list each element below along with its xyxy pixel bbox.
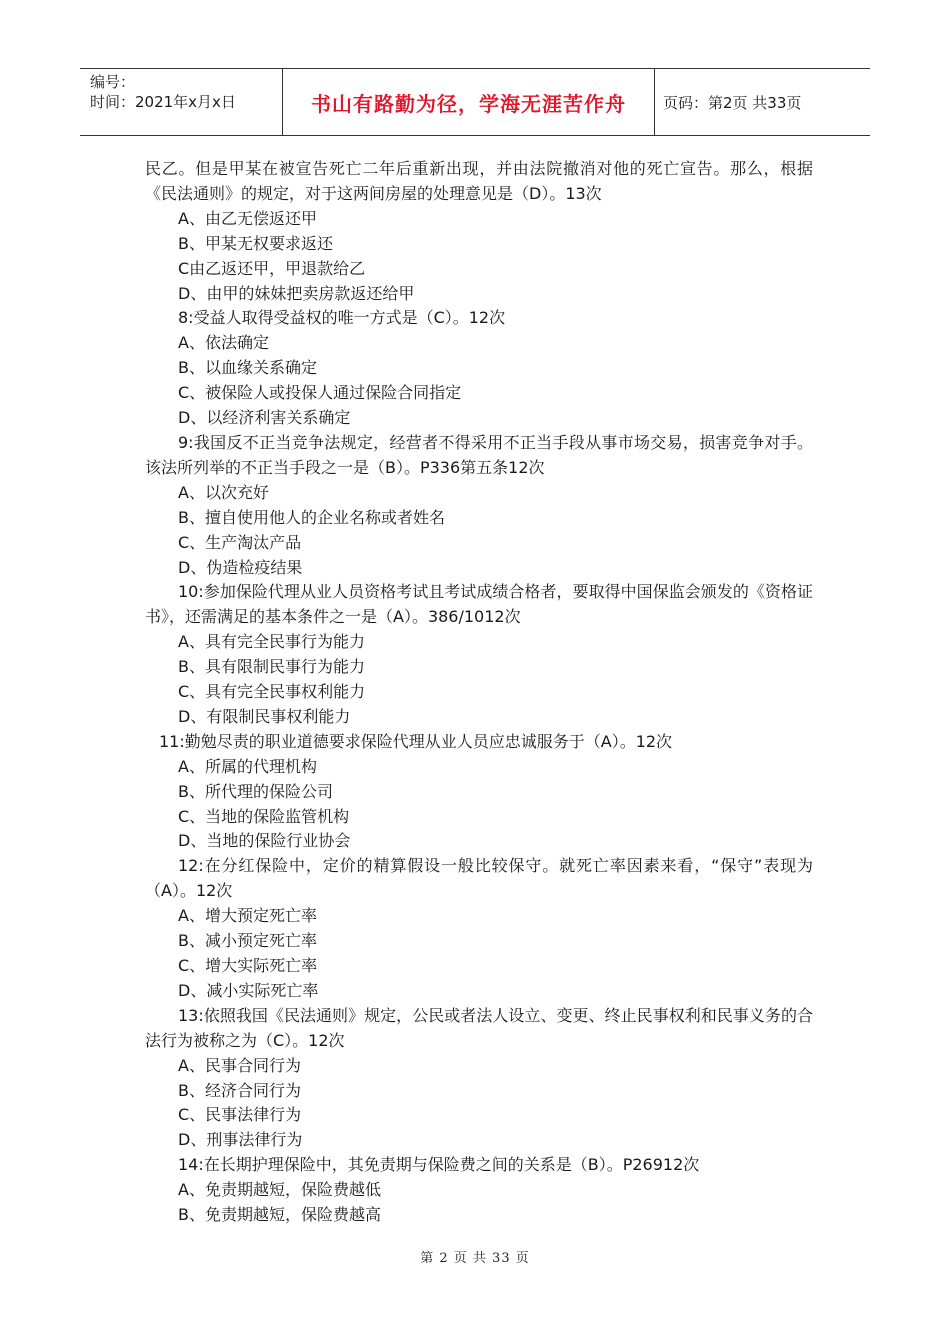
code-label: 编号： — [90, 73, 136, 91]
q7-option-b: B、甲某无权要求返还 — [178, 233, 333, 253]
q11-option-d: D、当地的保险行业协会 — [178, 831, 351, 851]
q7-option-a: A、由乙无偿返还甲 — [178, 208, 317, 228]
q10-option-a: A、具有完全民事行为能力 — [178, 632, 365, 652]
q8-option-b: B、以血缘关系确定 — [178, 358, 317, 378]
q8-option-c: C、被保险人或投保人通过保险合同指定 — [178, 383, 462, 403]
question-9: 9:我国反不正当竞争法规定，经营者不得采用不正当手段从事市场交易，损害竞争对手。该法所列举的不正当手段之一是（B）。P336第五条12次 — [145, 432, 813, 477]
q13-option-d: D、刑事法律行为 — [178, 1130, 303, 1150]
q7-option-c: C由乙返还甲，甲退款给乙 — [178, 258, 366, 278]
question-14: 14:在长期护理保险中，其免责期与保险费之间的关系是（B）。P26912次 — [178, 1155, 700, 1175]
q12-option-b: B、减小预定死亡率 — [178, 931, 317, 951]
q9-option-d: D、伪造检疫结果 — [178, 557, 303, 577]
document-header — [80, 68, 870, 136]
q13-option-c: C、民事法律行为 — [178, 1105, 302, 1125]
q13-option-b: B、经济合同行为 — [178, 1080, 301, 1100]
q10-option-b: B、具有限制民事行为能力 — [178, 657, 365, 677]
document-body — [145, 157, 813, 1228]
q14-option-a: A、免责期越短，保险费越低 — [178, 1180, 381, 1200]
q11-option-a: A、所属的代理机构 — [178, 756, 317, 776]
q8-option-a: A、依法确定 — [178, 333, 269, 353]
page-footer: 第 2 页 共 33 页 — [420, 1251, 530, 1266]
question-8: 8:受益人取得受益权的唯一方式是（C）。12次 — [178, 308, 506, 328]
header-page-label: 页码：第2页 共33页 — [663, 93, 802, 112]
header-motto: 书山有路勤为径，学海无涯苦作舟 — [283, 69, 655, 135]
question-12: 12:在分红保险中，定价的精算假设一般比较保守。就死亡率因素来看，“保守”表现为（A）。12次 — [145, 856, 813, 901]
q7-option-d: D、由甲的妹妹把卖房款返还给甲 — [178, 283, 415, 303]
q8-option-d: D、以经济利害关系确定 — [178, 408, 351, 428]
question-13: 13:依照我国《民法通则》规定，公民或者法人设立、变更、终止民事权利和民事义务的合法行为被称之为（C）。12次 — [145, 1005, 813, 1050]
question-10: 10:参加保险代理从业人员资格考试且考试成绩合格者，要取得中国保监会颁发的《资格证书》，还需满足的基本条件之一是（A）。386/1012次 — [145, 582, 813, 627]
q12-option-c: C、增大实际死亡率 — [178, 956, 318, 975]
q11-option-c: C、当地的保险监管机构 — [178, 806, 350, 826]
question-11: 11:勤勉尽责的职业道德要求保险代理从业人员应忠诚服务于（A）。12次 — [159, 731, 673, 751]
q9-option-c: C、生产淘汰产品 — [178, 532, 302, 552]
q11-option-b: B、所代理的保险公司 — [178, 781, 333, 801]
question-7-continued: 民乙。但是甲某在被宣告死亡二年后重新出现，并由法院撤消对他的死亡宣告。那么，根据《民法通则》的规定，对于这两间房屋的处理意见是（D）。13次 — [145, 159, 813, 203]
time-label: 时间：2021年x月x日 — [90, 93, 236, 111]
q9-option-a: A、以次充好 — [178, 482, 269, 502]
q13-option-a: A、民事合同行为 — [178, 1055, 301, 1075]
q12-option-a: A、增大预定死亡率 — [178, 906, 317, 926]
q9-option-b: B、擅自使用他人的企业名称或者姓名 — [178, 507, 445, 527]
q14-option-b: B、免责期越短，保险费越高 — [178, 1205, 381, 1225]
q12-option-d: D、减小实际死亡率 — [178, 980, 319, 1000]
q10-option-c: C、具有完全民事权利能力 — [178, 682, 366, 702]
header-meta — [80, 69, 283, 135]
q10-option-d: D、有限制民事权利能力 — [178, 706, 351, 726]
